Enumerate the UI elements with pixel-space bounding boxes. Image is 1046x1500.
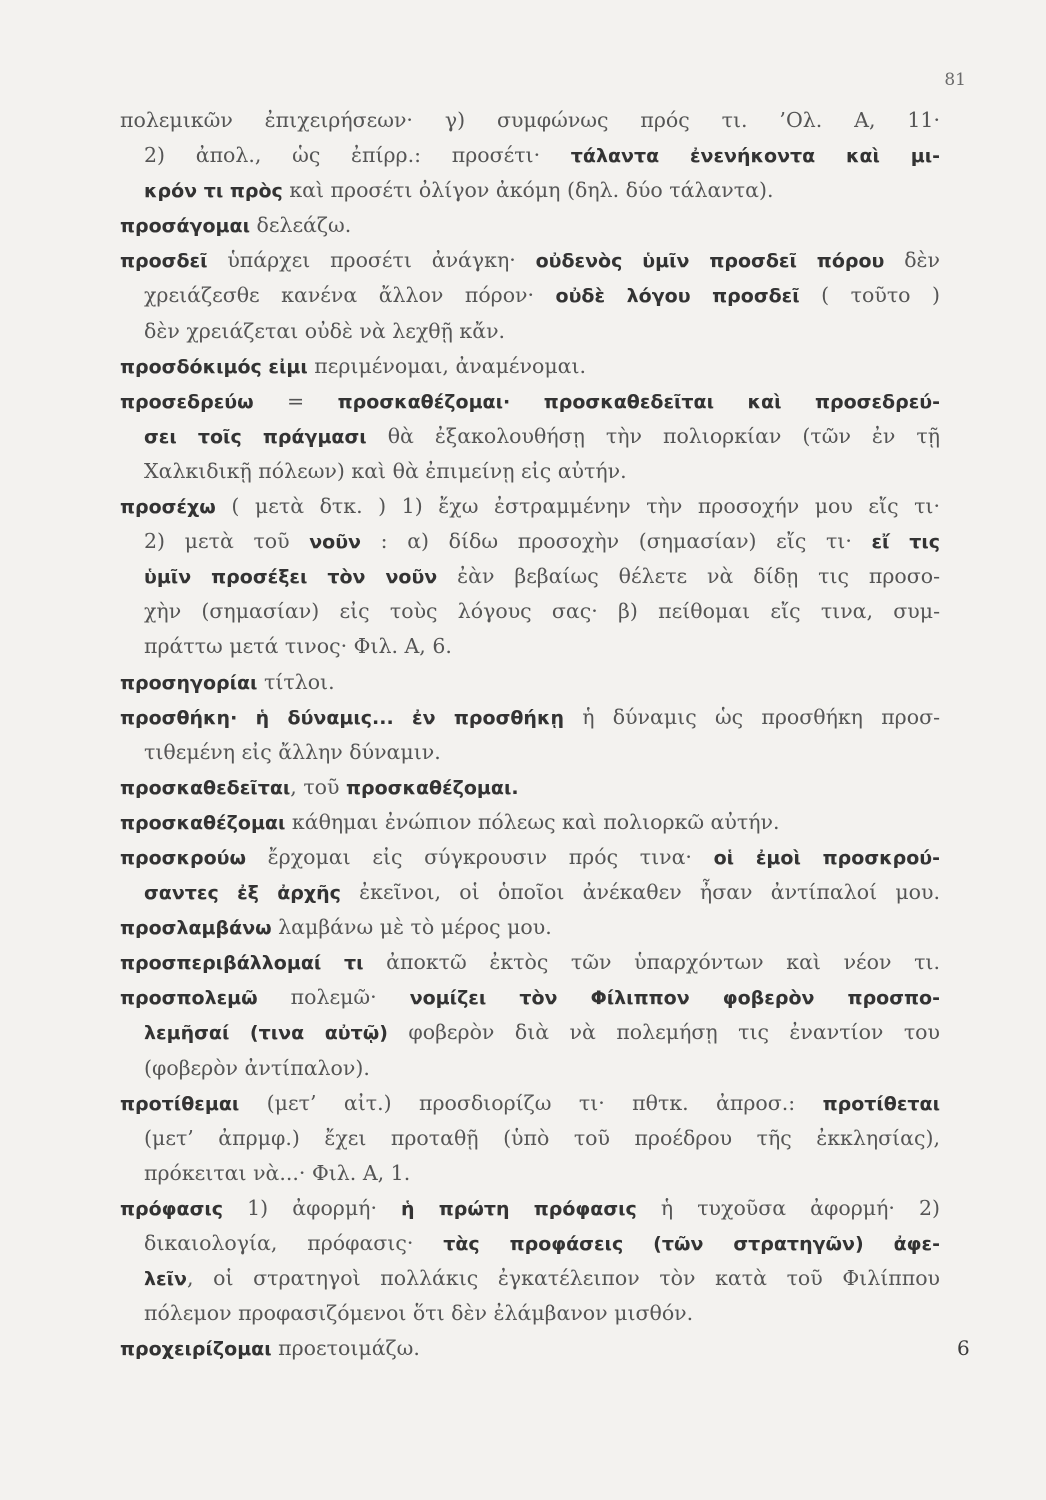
text-line xyxy=(120,735,940,770)
definition-text: 1) ἀφορμή· xyxy=(223,1195,402,1220)
headword: προσπεριβάλλομαί τι xyxy=(120,952,364,975)
headword: τάλαντα ἐνενήκοντα καὶ μι- xyxy=(570,145,940,168)
text-line xyxy=(120,349,940,384)
definition-text: πόλεμον προφασιζόμενοι ὅτι δὲν ἐλάμβανον μισθόν. xyxy=(144,1301,694,1326)
definition-text: προετοιμάζω. xyxy=(271,1336,420,1361)
headword: προσάγομαι xyxy=(120,215,250,238)
text-line xyxy=(120,419,940,454)
definition-text: ἔρχομαι εἰς σύγκρουσιν πρός τινα· xyxy=(245,844,714,869)
headword: κρόν τι πρὸς xyxy=(144,180,283,203)
text-line xyxy=(120,1226,940,1261)
definition-text: πολεμῶ· xyxy=(257,985,410,1010)
text-line xyxy=(120,278,940,313)
headword: προσηγορίαι xyxy=(120,671,258,694)
definition-text: καὶ προσέτι ὀλίγον ἀκόμη (δηλ. δύο τάλαντα). xyxy=(282,178,774,203)
headword: προσπολεμῶ xyxy=(120,987,258,1010)
definition-text: πράττω μετά τινος· Φιλ. Α, 6. xyxy=(144,634,452,659)
definition-text: πρόκειται νὰ...· Φιλ. Α, 1. xyxy=(144,1160,411,1185)
definition-text: ὑπάρχει προσέτι ἀνάγκη· xyxy=(207,248,536,273)
headword: προτίθεμαι xyxy=(120,1092,240,1115)
definition-text: ( τοῦτο ) xyxy=(799,283,940,308)
definition-text: : α) δίδω προσοχὴν (σημασίαν) εἴς τι· xyxy=(361,529,872,554)
headword: προσκαθέζομαι· προσκαθεδεῖται καὶ προσεδρεύ- xyxy=(337,390,940,413)
text-body xyxy=(120,103,940,1366)
page-number: 81 xyxy=(944,70,966,90)
headword: προτίθεται xyxy=(822,1092,940,1115)
definition-text: περιμένομαι, ἀναμένομαι. xyxy=(307,353,587,378)
text-line xyxy=(120,454,940,489)
definition-text: (φοβερὸν ἀντίπαλον). xyxy=(144,1055,370,1080)
text-line xyxy=(120,840,940,875)
headword: νομίζει τὸν Φίλιππον φοβερὸν προσπο- xyxy=(409,987,940,1010)
text-line xyxy=(120,489,940,524)
text-line xyxy=(120,1156,940,1191)
headword: ὑμῖν προσέξει τὸν νοῦν xyxy=(144,566,438,589)
text-line xyxy=(120,524,940,559)
headword: λεμῆσαί (τινα αὐτῷ) xyxy=(144,1022,388,1045)
definition-text: (μετ’ ἀπρμφ.) ἔχει προταθῇ (ὑπὸ τοῦ προέδρου τῆς ἐκκλησίας), xyxy=(144,1125,940,1150)
headword: οὐδενὸς ὑμῖν προσδεῖ πόρου xyxy=(535,250,885,273)
headword: εἴ τις xyxy=(871,531,940,554)
definition-text: θὰ ἐξακολουθήσῃ τὴν πολιορκίαν (τῶν ἐν τῇ xyxy=(366,423,941,448)
headword: προσκρούω xyxy=(120,846,246,869)
definition-text: λαμβάνω μὲ τὸ μέρος μου. xyxy=(271,915,552,940)
headword: ἡ πρώτη πρόφασις xyxy=(401,1197,637,1220)
headword: προχειρίζομαι xyxy=(120,1338,272,1361)
text-line xyxy=(120,1261,940,1296)
text-line xyxy=(120,1331,940,1366)
headword: προσδεῖ xyxy=(120,250,208,273)
definition-text: πολεμικῶν ἐπιχειρήσεων· γ) συμφώνως πρός τι. ’Ολ. Α, 11· xyxy=(120,108,940,132)
headword: προσλαμβάνω xyxy=(120,917,272,940)
text-line xyxy=(120,1296,940,1331)
text-line xyxy=(120,910,940,945)
headword: προσκαθέζομαι. xyxy=(345,776,519,799)
text-line xyxy=(120,1191,940,1226)
headword: οὐδὲ λόγου προσδεῖ xyxy=(555,285,800,308)
definition-text: φοβερὸν διὰ νὰ πολεμήσῃ τις ἐναντίον του xyxy=(387,1020,940,1045)
definition-text: ἡ τυχοῦσα ἀφορμή· 2) xyxy=(636,1195,940,1220)
headword: λεῖν xyxy=(144,1268,187,1291)
definition-text: δὲν xyxy=(884,248,941,273)
signature-number: 6 xyxy=(957,1336,970,1360)
text-line xyxy=(120,700,940,735)
text-line xyxy=(120,559,940,594)
definition-text: 2) μετὰ τοῦ xyxy=(144,529,310,554)
headword: προσεδρεύω xyxy=(120,390,254,413)
definition-text: , τοῦ xyxy=(290,774,346,799)
headword: προσκαθέζομαι xyxy=(120,811,286,834)
headword: σει τοῖς πράγμασι xyxy=(144,425,367,448)
definition-text: κάθημαι ἐνώπιον πόλεως καὶ πολιορκῶ αὐτήν. xyxy=(285,809,780,834)
text-line xyxy=(120,594,940,629)
text-line xyxy=(120,173,940,208)
text-line xyxy=(120,980,940,1015)
headword: σαντες ἐξ ἀρχῆς xyxy=(144,882,341,905)
definition-text: 2) ἀπολ., ὡς ἐπίρρ.: προσέτι· xyxy=(144,143,571,168)
text-line xyxy=(120,629,940,664)
definition-text: δελεάζω. xyxy=(249,213,352,238)
definition-text: τίτλοι. xyxy=(257,669,335,694)
text-line xyxy=(120,314,940,349)
definition-text: ἀποκτῶ ἐκτὸς τῶν ὑπαρχόντων καὶ νέον τι. xyxy=(363,950,940,975)
text-line xyxy=(120,243,940,278)
text-line xyxy=(120,945,940,980)
definition-text: ἡ δύναμις ὡς προσθήκη προσ- xyxy=(563,704,940,729)
headword: πρόφασις xyxy=(120,1197,224,1220)
definition-text: δὲν χρειάζεται οὐδὲ νὰ λεχθῇ κἄν. xyxy=(144,318,506,343)
headword: προσκαθεδεῖται xyxy=(120,776,291,799)
text-line xyxy=(120,1086,940,1121)
text-line xyxy=(120,138,940,173)
text-line xyxy=(120,384,940,419)
definition-text: ἐὰν βεβαίως θέλετε νὰ δίδῃ τις προσο- xyxy=(437,564,940,589)
text-line xyxy=(120,1121,940,1156)
text-line xyxy=(120,770,940,805)
text-line xyxy=(120,103,940,138)
text-line xyxy=(120,875,940,910)
headword: προσδόκιμός εἰμι xyxy=(120,355,308,378)
definition-text: χρειάζεσθε κανένα ἄλλον πόρον· xyxy=(144,283,556,308)
definition-text: , οἱ στρατηγοὶ πολλάκις ἐγκατέλειπον τὸν κατὰ τοῦ Φιλίππου xyxy=(186,1266,940,1291)
headword: τὰς προφάσεις (τῶν στρατηγῶν) ἀφε- xyxy=(443,1233,940,1255)
definition-text: δικαιολογία, πρόφασις· xyxy=(144,1231,444,1255)
definition-text: ἐκεῖνοι, οἱ ὁποῖοι ἀνέκαθεν ἦσαν ἀντίπαλοί μου. xyxy=(340,880,940,905)
text-line xyxy=(120,805,940,840)
definition-text: τιθεμένη εἰς ἄλλην δύναμιν. xyxy=(144,739,441,764)
headword: προσέχω xyxy=(120,496,216,519)
definition-text: Χαλκιδικῇ πόλεων) καὶ θὰ ἐπιμείνῃ εἰς αὐτήν. xyxy=(144,458,627,483)
definition-text: ( μετὰ δτκ. ) 1) ἔχω ἐστραμμένην τὴν προσοχήν μου εἴς τι· xyxy=(215,494,940,519)
text-line xyxy=(120,208,940,243)
definition-text: χὴν (σημασίαν) εἰς τοὺς λόγους σας· β) πείθομαι εἴς τινα, συμ- xyxy=(144,599,940,624)
definition-text: = xyxy=(253,388,338,413)
definition-text: (μετ’ αἰτ.) προσδιορίζω τι· πθτκ. ἀπροσ.: xyxy=(239,1090,823,1115)
headword: νοῦν xyxy=(309,531,362,554)
text-line xyxy=(120,1051,940,1086)
text-line xyxy=(120,665,940,700)
headword: οἱ ἐμοὶ προσκρού- xyxy=(713,846,940,869)
text-line xyxy=(120,1015,940,1050)
headword: προσθήκη· ἡ δύναμις... ἐν προσθήκῃ xyxy=(120,706,564,729)
